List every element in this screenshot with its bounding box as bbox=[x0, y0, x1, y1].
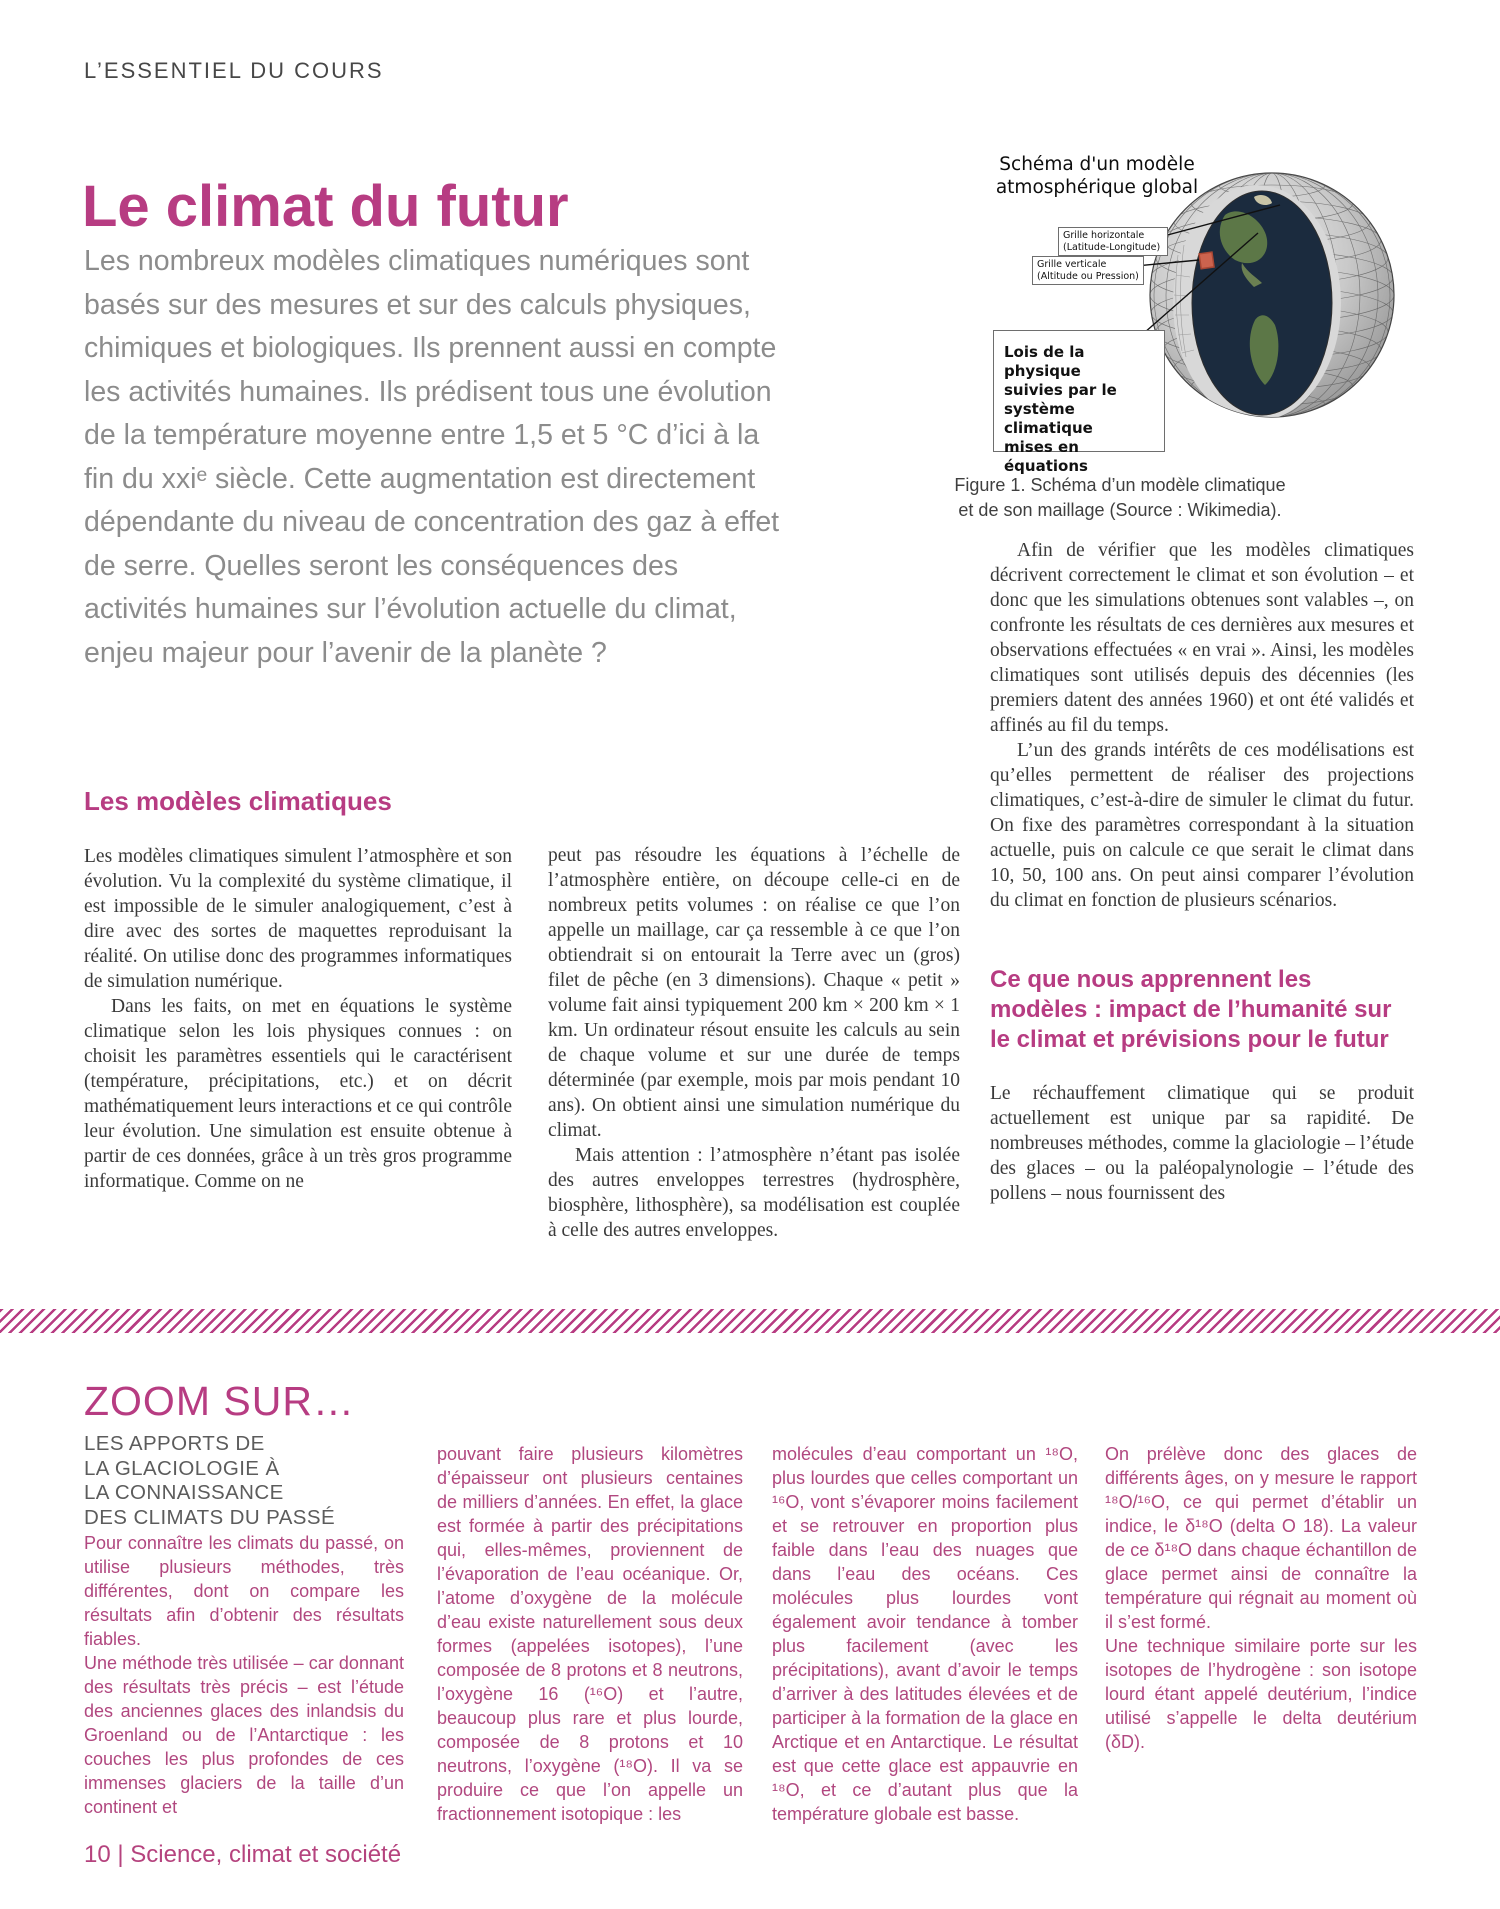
zoom-title: ZOOM SUR… bbox=[84, 1378, 355, 1424]
paragraph: Une technique similaire porte sur les isotopes de l’hydrogène : son isotope lourd étant appelé deutérium, l’indice utilisé s’appelle le delta deutérium (δD). bbox=[1105, 1636, 1417, 1752]
page-footer: 10 | Science, climat et société bbox=[84, 1841, 402, 1868]
section-heading-les-modeles-climatiques: Les modèles climatiques bbox=[84, 786, 392, 816]
zoom-column-3 bbox=[772, 1442, 1078, 1826]
paragraph: Les modèles climatiques simulent l’atmosphère et son évolution. Vu la complexité du système climatique, il est impossible de le simuler analogiquement, c’est à dire avec des sortes de maquettes reproduisant la réalité. On utilise donc des programmes informatiques de simulation numérique. bbox=[84, 846, 512, 992]
grid-cell-highlight bbox=[1199, 252, 1214, 269]
label-grille-horizontale: Grille horizontale (Latitude-Longitude) bbox=[1058, 227, 1168, 256]
section-heading-ce-que-nous-apprennent: Ce que nous apprennent les modèles : impact de l’humanité sur le climat et prévisions pour le futur bbox=[990, 966, 1392, 1053]
paragraph: molécules d’eau comportant un ¹⁸O, plus lourdes que celles comportant un ¹⁶O, vont s’évaporer moins facilement et se retrouver en proportion plus faible dans l’eau des nuages que dans l’eau des océans. Ces molécules plus lourdes vont également avoir tendance à tomber plus facilement (avec les précipitations), avant d’avoir le temps d’arriver à des latitudes élevées et de participer à la formation de la glace en Arctique et en Antarctique. Le résultat est que cette glace est appauvrie en ¹⁸O, et ce d’autant plus que la température globale est basse. bbox=[772, 1444, 1078, 1824]
main-column-2 bbox=[548, 843, 960, 1243]
figure-caption: Figure 1. Schéma d’un modèle climatique et de son maillage (Source : Wikimedia). bbox=[954, 475, 1286, 520]
zoom-column-4 bbox=[1105, 1442, 1417, 1754]
label-grille-verticale: Grille verticale (Altitude ou Pression) bbox=[1032, 256, 1144, 285]
divider-hatch bbox=[0, 1309, 1500, 1333]
paragraph: Afin de vérifier que les modèles climatiques décrivent correctement le climat et son évolution – et donc que les simulations obtenues sont valables –, on confronte les résultats de ces dernières aux mesures et observations effectuées « en vrai ». Ainsi, les modèles climatiques sont utilisés depuis des décennies (les premiers datent des années 1960) et ont été validés et affinés au fil du temps. bbox=[990, 540, 1414, 736]
page-title: Le climat du futur bbox=[82, 173, 569, 239]
paragraph: Le réchauffement climatique qui se produit actuellement est unique par sa rapidité. De nombreuses méthodes, comme la glaciologie – l’étude des glaces – ou la paléopalynologie – l’étude des pollens – nous fournissent des bbox=[990, 1083, 1415, 1204]
zoom-column-2 bbox=[437, 1442, 743, 1826]
intro-paragraph: Les nombreux modèles climatiques numériques sont basés sur des mesures et sur des calculs physiques, chimiques et biologiques. Ils prennent aussi en compte les activités humaines. Ils prédisent tous une évolution de la température moyenne entre 1,5 et 5 °C d’ici à la fin du xxiᵉ siècle. Cette augmentation est directement dépendante du niveau de concentration des gaz à effet de serre. Quelles seront les conséquences des activités humaines sur l’évolution actuelle du climat, enjeu majeur pour l’avenir de la planète ? bbox=[84, 245, 780, 669]
paragraph: On prélève donc des glaces de différents âges, on y mesure le rapport ¹⁸O/¹⁶O, ce qui permet d’établir un indice, le δ¹⁸O (delta O 18). La valeur de ce δ¹⁸O dans chaque échantillon de glace permet ainsi de connaître la température qui régnait au moment où il s’est formé. bbox=[1105, 1444, 1417, 1632]
paragraph: Pour connaître les climats du passé, on utilise plusieurs méthodes, très différentes, dont on compare les résultats afin d’obtenir des résultats fiables. bbox=[84, 1533, 404, 1649]
paragraph: Dans les faits, on met en équations le système climatique selon les lois physiques connues : on choisit les paramètres essentiels qui le caractérisent (température, précipitations, etc.) et on décrit mathématiquement leurs interactions et ce qui contrôle leur évolution. Une simulation est ensuite obtenue à partir de ces données, grâce à un très gros programme informatique. Comme on ne bbox=[84, 996, 512, 1192]
figure-inner-title: Schéma d'un modèle atmosphérique global bbox=[995, 154, 1199, 198]
figure-climate-model bbox=[810, 145, 1430, 540]
zoom-column-1 bbox=[84, 1531, 404, 1819]
paragraph: Mais attention : l’atmosphère n’étant pas isolée des autres enveloppes terrestres (hydrosphère, biosphère, lithosphère), sa modélisation est couplée à celle des autres enveloppes. bbox=[548, 1145, 960, 1241]
earth-cutaway bbox=[1173, 185, 1341, 421]
kicker: L’ESSENTIEL DU COURS bbox=[84, 58, 384, 83]
zoom-subheading: LES APPORTS DE LA GLACIOLOGIE À LA CONNAISSANCE DES CLIMATS DU PASSÉ bbox=[84, 1432, 336, 1529]
label-lois-physique: Lois de la physique suivies par le système climatique mises en équations bbox=[993, 330, 1165, 452]
main-column-1 bbox=[84, 786, 512, 1194]
main-column-3 bbox=[990, 538, 1414, 1206]
paragraph: L’un des grands intérêts de ces modélisations est qu’elles permettent de réaliser des projections climatiques, c’est-à-dire de simuler le climat du futur. On fixe des paramètres correspondant à la situation actuelle, puis on calcule ce que serait le climat dans 10, 50, 100 ans. On peut ainsi comparer l’évolution du climat en fonction de plusieurs scénarios. bbox=[990, 740, 1414, 911]
paragraph: Une méthode très utilisée – car donnant des résultats très précis – est l’étude des anciennes glaces des inlandsis du Groenland ou de l’Antarctique : les couches les plus profondes de ces immenses glaciers de la taille d’un continent et bbox=[84, 1653, 404, 1817]
paragraph: pouvant faire plusieurs kilomètres d’épaisseur ont plusieurs centaines de milliers d’années. En effet, la glace est formée à partir des précipitations qui, elles-mêmes, proviennent de l’évaporation de l’eau océanique. Or, l’atome d’oxygène de la molécule d’eau existe naturellement sous deux formes (appelées isotopes), l’une composée de 8 protons et 8 neutrons, l’oxygène 16 (¹⁶O) et l’autre, beaucoup plus rare et plus lourde, composée de 8 protons et 10 neutrons, l’oxygène (¹⁸O). Il va se produire ce que l’on appelle un fractionnement isotopique : les bbox=[437, 1444, 743, 1824]
paragraph: peut pas résoudre les équations à l’échelle de l’atmosphère entière, on découpe celle-ci en de nombreux petits volumes : on réalise ce que l’on appelle un maillage, car ça ressemble à ce que l’on obtiendrait si on entourait la Terre avec un (gros) filet de pêche (en 3 dimensions). Chaque « petit » volume fait ainsi typiquement 200 km × 200 km × 1 km. Un ordinateur résout ensuite les calculs au sein de chaque volume et sur une durée de temps déterminée (par exemple, mois par mois pendant 10 ans). On obtient ainsi une simulation numérique du climat. bbox=[548, 845, 960, 1141]
